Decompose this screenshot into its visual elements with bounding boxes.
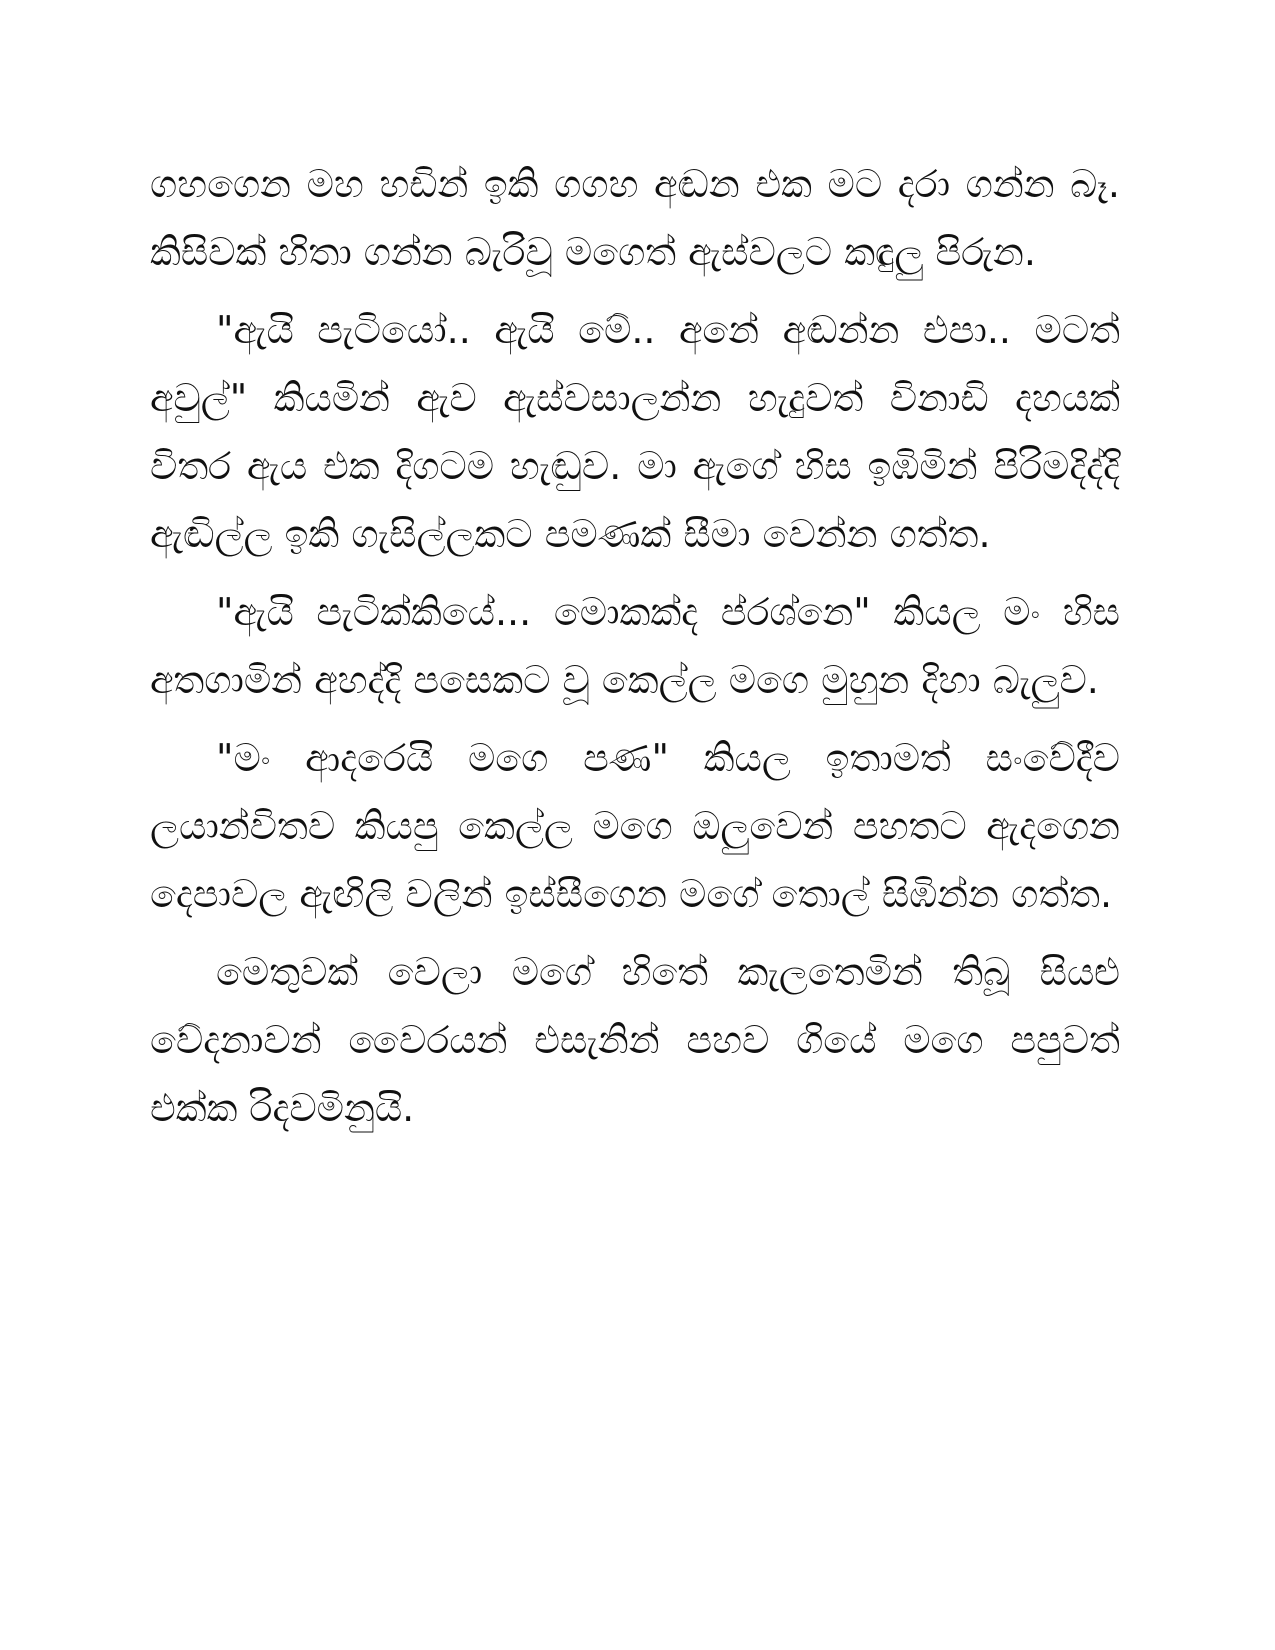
- paragraph-2: "ඇයි පැටියෝ.. ඇයි මේ.. අනේ අඬන්න එපා.. මටත් අවුල්" කියමින් ඇව ඇස්වසාලන්න හැදුවත් විනාඩි දහයක් විතර ඇය එක දිගටම හැඬුව. මා ඇගේ හිස ඉඹිමින් පිරිමදිද්දි ඇඬිල්ල ඉකි ගැසිල්ලකට පමණක් සීමා වෙන්න ගත්ත.: [150, 308, 1120, 556]
- body-text: [150, 150, 1120, 1152]
- paragraph-4: "මං ආදරෙයි මගෙ පණ" කියල ඉතාමත් සංවේදීව ලයාන්විතව කියපු කෙල්ල මගෙ ඔලුවෙන් පහතට ඇදගෙන දෙපාවල ඇඟිලි වලින් ඉස්සීගෙන මගේ තොල් සිඹින්න ගත්ත.: [150, 736, 1120, 916]
- paragraph-5: මෙතුවක් වෙලා මගේ හිතේ කැලතෙමින් තිබූ සියළු වේදනාවන් වෛරයන් එසැනින් පහව ගියේ මගෙ පපුවත් එක්ක රිදවමිනුයි.: [150, 950, 1120, 1130]
- paragraph-3: "ඇයි පැටික්කියේ... මොකක්ද ප්රශ්නෙ" කියල මං හිස අතගාමින් අහද්දි පසෙකට වූ කෙල්ල මගෙ මුහුන දිහා බැලුව.: [150, 590, 1120, 702]
- paragraph-1: ගහගෙන මහ හඩින් ඉකි ගගහ අඬන එක මට දරා ගන්න බෑ. කිසිවක් හිතා ගන්න බැරිවූ මගෙත් ඇස්වලට කඳුලු පිරුන.: [150, 162, 1120, 274]
